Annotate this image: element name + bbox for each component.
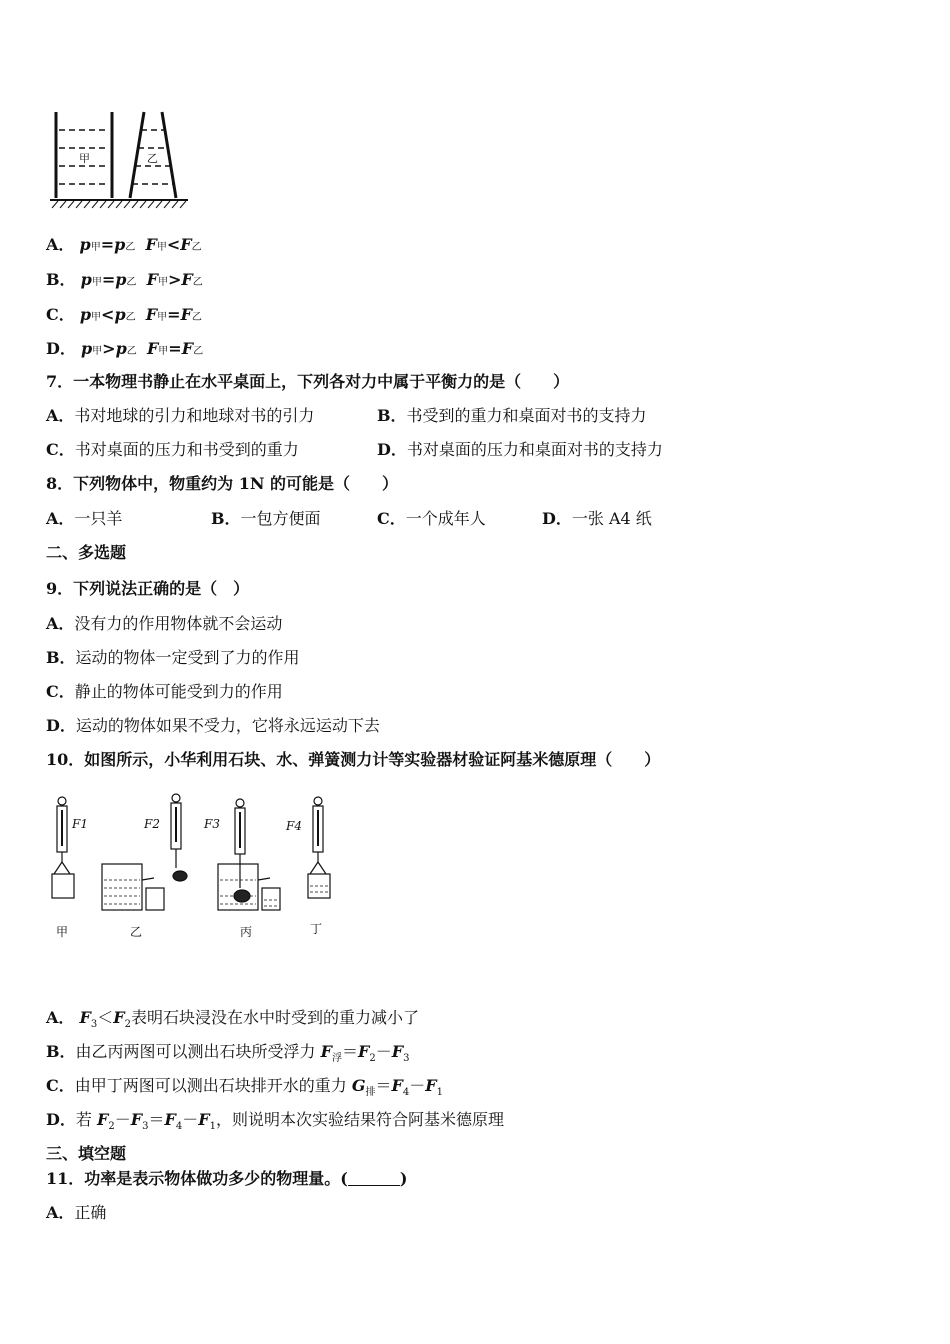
containers-figure (46, 104, 192, 214)
force-label-f3: F3 (204, 817, 220, 831)
q6-option-b[interactable]: B． p甲=p乙 F甲>F乙 (46, 270, 203, 289)
archimedes-experiment-figure (44, 792, 344, 942)
q11-answer-blank[interactable] (348, 1169, 400, 1186)
force-label-f4: F4 (286, 819, 302, 833)
q9-option-c[interactable]: C．静止的物体可能受到力的作用 (46, 682, 283, 701)
q7-option-a[interactable]: A．书对地球的引力和地球对书的引力 (46, 406, 315, 425)
q6-option-d[interactable]: D． p甲>p乙 F甲=F乙 (46, 339, 204, 358)
section-heading-multiple-choice: 二、多选题 (46, 543, 127, 562)
q9-option-a[interactable]: A．没有力的作用物体就不会运动 (46, 614, 283, 633)
q8-option-d[interactable]: D．一张 A4 纸 (542, 509, 652, 528)
q6-option-a[interactable]: A． p甲=p乙 F甲<F乙 (46, 235, 202, 254)
q10-option-c[interactable]: C．由甲丁两图可以测出石块排开水的重力 $G_排=F_4-F_1$ (46, 1076, 444, 1099)
q7-stem: 7．一本物理书静止在水平桌面上，下列各对力中属于平衡力的是（ ） (46, 372, 570, 391)
figure-caption-yi: 乙 (130, 925, 143, 939)
force-label-f2: F2 (144, 817, 160, 831)
q8-option-b[interactable]: B．一包方便面 (211, 509, 321, 528)
container-label-jia: 甲 (79, 152, 90, 165)
q6-option-c[interactable]: C． p甲<p乙 F甲=F乙 (46, 305, 202, 324)
q8-option-a[interactable]: A．一只羊 (46, 509, 123, 528)
container-label-yi: 乙 (147, 152, 158, 165)
q9-option-d[interactable]: D．运动的物体如果不受力，它将永远运动下去 (46, 716, 380, 735)
force-label-f1: F1 (72, 817, 88, 831)
q8-stem: 8．下列物体中，物重约为 1N 的可能是（ ） (46, 474, 399, 493)
q7-option-d[interactable]: D．书对桌面的压力和桌面对书的支持力 (377, 440, 663, 459)
q10-option-d[interactable]: D．若 $F_2-F_3=F_4-F_1$，则说明本次实验结果符合阿基米德原理 (46, 1110, 504, 1133)
q9-stem: 9．下列说法正确的是（ ） (46, 579, 250, 598)
q11-option-a[interactable]: A．正确 (46, 1203, 107, 1222)
figure-caption-bing: 丙 (240, 925, 253, 939)
q7-option-b[interactable]: B．书受到的重力和桌面对书的支持力 (377, 406, 647, 425)
section-heading-fill-in: 三、填空题 (46, 1144, 127, 1163)
q10-stem: 10．如图所示，小华利用石块、水、弹簧测力计等实验器材验证阿基米德原理（ ） (46, 750, 661, 769)
q9-option-b[interactable]: B．运动的物体一定受到了力的作用 (46, 648, 300, 667)
q10-option-b[interactable]: B．由乙丙两图可以测出石块所受浮力 $F_浮=F_2-F_3$ (46, 1042, 410, 1065)
q7-option-c[interactable]: C．书对桌面的压力和书受到的重力 (46, 440, 299, 459)
figure-caption-ding: 丁 (310, 922, 323, 936)
q10-option-a[interactable]: A． $F_3<F_2$表明石块浸没在水中时受到的重力减小了 (46, 1008, 420, 1031)
q11-stem: 11．功率是表示物体做功多少的物理量。( ) (46, 1169, 408, 1188)
figure-caption-jia: 甲 (56, 925, 69, 939)
q8-option-c[interactable]: C．一个成年人 (377, 509, 486, 528)
